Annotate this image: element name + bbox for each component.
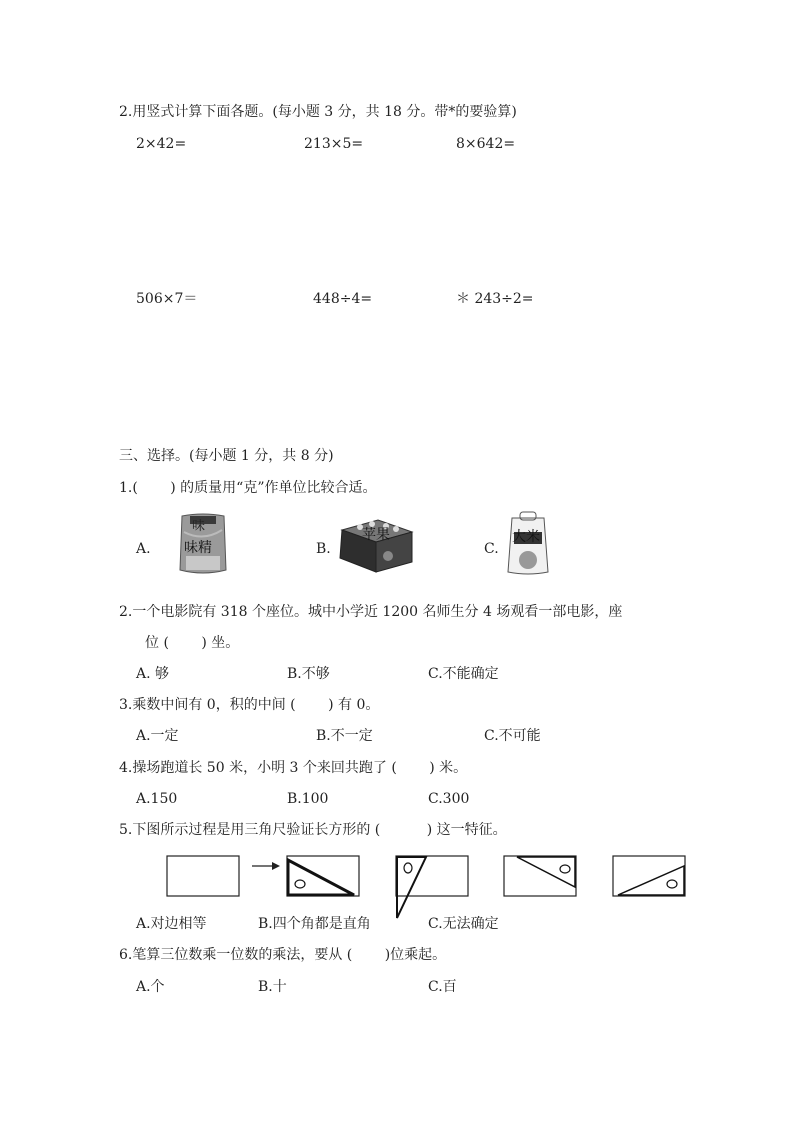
- q2-stem-line1: 2.一个电影院有 318 个座位。城中小学近 1200 名师生分 4 场观看一部电影，座: [119, 604, 623, 620]
- q2-option-c: C.不能确定: [428, 666, 499, 682]
- q1-option-c: C.: [484, 541, 499, 557]
- q6-option-a: A.个: [136, 979, 165, 995]
- q5-option-b: B.四个角都是直角: [258, 916, 371, 932]
- calc-item-1: 2×42=: [136, 136, 187, 152]
- calc-item-3: 8×642=: [456, 136, 516, 152]
- q1-stem: 1.( ) 的质量用“克”作单位比较合适。: [119, 480, 377, 496]
- q6-option-c: C.百: [428, 979, 457, 995]
- q2-stem-line2: 位 ( ) 坐。: [145, 635, 240, 651]
- rice-bag-label: 大米: [512, 529, 540, 545]
- q2-option-a: A. 够: [136, 666, 170, 682]
- q1-option-a: A.: [136, 541, 151, 557]
- q6-option-b: B.十: [258, 979, 287, 995]
- q4-option-b: B.100: [287, 791, 329, 807]
- calc-item-5: 448÷4=: [313, 291, 373, 307]
- q3-option-a: A.一定: [136, 728, 179, 744]
- calc-item-2: 213×5=: [304, 136, 364, 152]
- q5-stem: 5.下图所示过程是用三角尺验证长方形的 ( ) 这一特征。: [119, 822, 507, 838]
- q3-stem: 3.乘数中间有 0，积的中间 ( ) 有 0。: [119, 697, 380, 713]
- triangle-ruler-1: [288, 860, 354, 895]
- rectangle-shape: [167, 856, 239, 896]
- triangle-ruler-3: [517, 857, 575, 887]
- msg-bag-small-label: 味: [192, 519, 206, 534]
- msg-bag-label: 味精: [184, 540, 212, 556]
- q2-option-b: B.不够: [287, 666, 330, 682]
- triangle-ruler-diagram: [160, 850, 700, 922]
- q4-option-a: A.150: [136, 791, 178, 807]
- q5-option-a: A.对边相等: [136, 916, 207, 932]
- q1-option-b: B.: [316, 541, 331, 557]
- calc-item-6: ＊ 243÷2=: [456, 291, 534, 307]
- section3-heading: 三、选择。(每小题 1 分，共 8 分): [119, 448, 334, 464]
- q3-option-b: B.不一定: [316, 728, 373, 744]
- q3-option-c: C.不可能: [484, 728, 541, 744]
- section2-heading: 2.用竖式计算下面各题。(每小题 3 分，共 18 分。带*的要验算): [119, 104, 517, 120]
- calc-item-4: 506×7＝: [136, 291, 198, 307]
- apple-box-label: 苹果: [362, 527, 390, 543]
- q4-option-c: C.300: [428, 791, 470, 807]
- q6-stem: 6.笔算三位数乘一位数的乘法，要从 ( )位乘起。: [119, 947, 447, 963]
- q4-stem: 4.操场跑道长 50 米，小明 3 个来回共跑了 ( ) 米。: [119, 760, 468, 776]
- q5-option-c: C.无法确定: [428, 916, 499, 932]
